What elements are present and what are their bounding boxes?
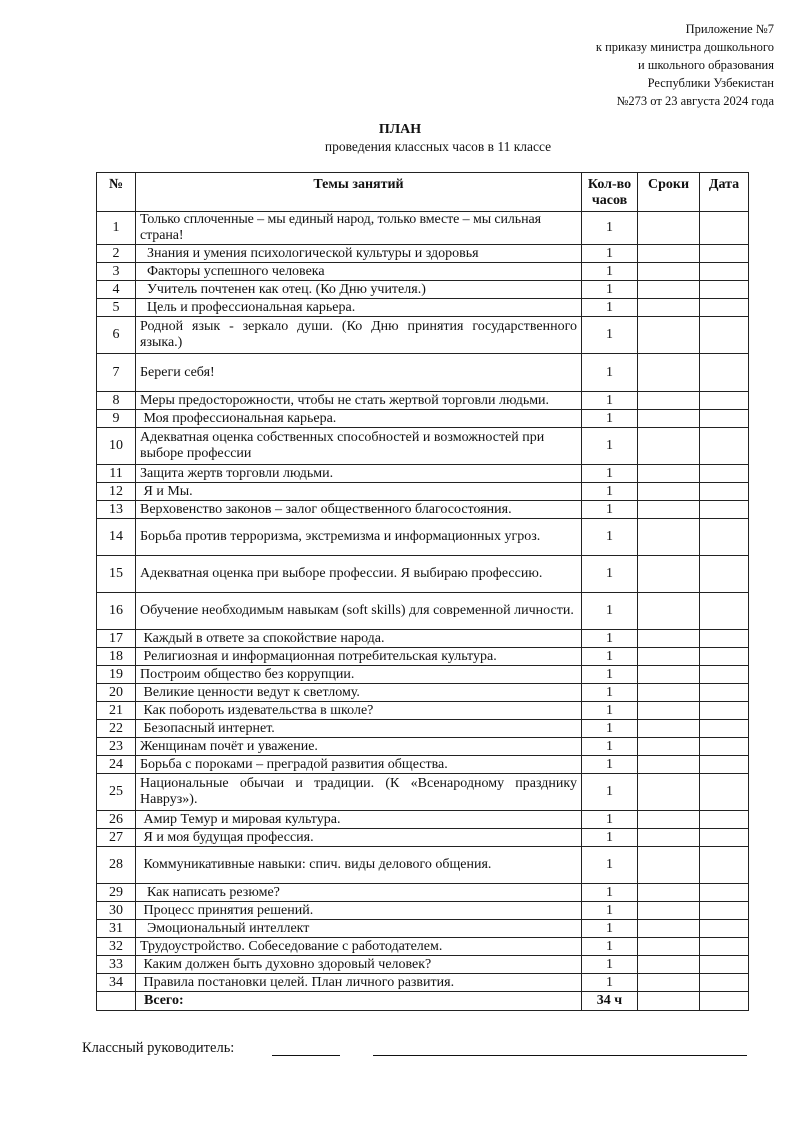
row-number: 1 [97, 212, 136, 245]
row-number: 12 [97, 483, 136, 501]
table-row [97, 684, 749, 702]
row-topic: Безопасный интернет. [136, 720, 582, 738]
row-topic: Как побороть издевательства в школе? [136, 702, 582, 720]
class-teacher-label: Классный руководитель: [82, 1040, 235, 1056]
name-line [373, 1055, 747, 1056]
table-row [97, 465, 749, 483]
row-terms-cell [638, 938, 700, 956]
row-date-cell [700, 956, 749, 974]
row-date-cell [700, 811, 749, 829]
table-row [97, 902, 749, 920]
row-number: 32 [97, 938, 136, 956]
row-date-cell [700, 774, 749, 811]
row-hours: 1 [582, 212, 638, 245]
row-terms-cell [638, 684, 700, 702]
row-hours: 1 [582, 666, 638, 684]
table-body [97, 212, 749, 1011]
row-terms-cell [638, 483, 700, 501]
row-hours: 1 [582, 245, 638, 263]
row-topic: Национальные обычаи и традиции. (К «Всенародному празднику Навруз»). [136, 774, 582, 811]
row-number: 4 [97, 281, 136, 299]
row-hours: 1 [582, 702, 638, 720]
row-topic: Борьба с пороками – преградой развития общества. [136, 756, 582, 774]
row-date-cell [700, 317, 749, 354]
row-date-cell [700, 738, 749, 756]
row-terms-cell [638, 263, 700, 281]
row-terms-cell [638, 974, 700, 992]
row-terms-cell [638, 410, 700, 428]
row-date-cell [700, 720, 749, 738]
table-row [97, 212, 749, 245]
row-number: 30 [97, 902, 136, 920]
row-terms-cell [638, 465, 700, 483]
row-date-cell [700, 428, 749, 465]
row-topic: Адекватная оценка собственных способностей и возможностей при выборе профессии [136, 428, 582, 465]
row-hours: 1 [582, 299, 638, 317]
row-number: 28 [97, 847, 136, 884]
row-topic: Верховенство законов – залог общественного благосостояния. [136, 501, 582, 519]
row-number: 24 [97, 756, 136, 774]
table-row [97, 648, 749, 666]
row-terms-cell [638, 428, 700, 465]
row-number: 19 [97, 666, 136, 684]
row-number: 7 [97, 354, 136, 392]
row-hours: 1 [582, 483, 638, 501]
row-terms-cell [638, 829, 700, 847]
table-row [97, 738, 749, 756]
row-date-cell [700, 902, 749, 920]
row-hours: 1 [582, 811, 638, 829]
row-terms-cell [638, 666, 700, 684]
row-topic: Меры предосторожности, чтобы не стать жертвой торговли людьми. [136, 392, 582, 410]
row-date-cell [700, 702, 749, 720]
row-date-cell [700, 519, 749, 556]
row-number: 6 [97, 317, 136, 354]
table-row [97, 956, 749, 974]
row-topic: Построим общество без коррупции. [136, 666, 582, 684]
row-date-cell [700, 299, 749, 317]
row-topic: Родной язык - зеркало души. (Ко Дню принятия государственного языка.) [136, 317, 582, 354]
row-date-cell [700, 354, 749, 392]
row-topic: Процесс принятия решений. [136, 902, 582, 920]
row-topic: Защита жертв торговли людьми. [136, 465, 582, 483]
row-terms-cell [638, 630, 700, 648]
col-header-hours: Кол-во часов [582, 173, 638, 212]
row-date-cell [700, 829, 749, 847]
row-date-cell [700, 410, 749, 428]
table-row [97, 519, 749, 556]
row-date-cell [700, 920, 749, 938]
row-date-cell [700, 245, 749, 263]
row-topic: Учитель почтенен как отец. (Ко Дню учителя.) [136, 281, 582, 299]
row-number: 29 [97, 884, 136, 902]
table-row [97, 428, 749, 465]
row-hours: 1 [582, 956, 638, 974]
table-row [97, 920, 749, 938]
total-row [97, 992, 749, 1011]
row-number: 22 [97, 720, 136, 738]
row-hours: 1 [582, 410, 638, 428]
row-hours: 1 [582, 920, 638, 938]
row-number: 16 [97, 593, 136, 630]
row-hours: 1 [582, 556, 638, 593]
row-hours: 1 [582, 774, 638, 811]
plan-table [96, 172, 749, 1011]
document-title: ПЛАН [378, 122, 422, 137]
row-terms-cell [638, 756, 700, 774]
table-row [97, 354, 749, 392]
row-number: 27 [97, 829, 136, 847]
row-date-cell [700, 666, 749, 684]
row-date-cell [700, 501, 749, 519]
row-terms-cell [638, 774, 700, 811]
row-number: 25 [97, 774, 136, 811]
row-topic: Каждый в ответе за спокойствие народа. [136, 630, 582, 648]
row-number: 8 [97, 392, 136, 410]
table-row [97, 829, 749, 847]
row-terms-cell [638, 847, 700, 884]
row-topic: Адекватная оценка при выборе профессии. Я выбираю профессию. [136, 556, 582, 593]
col-header-topic: Темы занятий [136, 173, 582, 212]
row-number: 11 [97, 465, 136, 483]
row-number: 3 [97, 263, 136, 281]
row-hours: 1 [582, 720, 638, 738]
col-header-number: № [97, 173, 136, 212]
row-terms-cell [638, 245, 700, 263]
col-header-terms: Сроки [638, 173, 700, 212]
row-terms-cell [638, 884, 700, 902]
table-row [97, 556, 749, 593]
row-date-cell [700, 884, 749, 902]
row-topic: Великие ценности ведут к светлому. [136, 684, 582, 702]
table-header-row [97, 173, 749, 212]
row-terms-cell [638, 317, 700, 354]
row-hours: 1 [582, 847, 638, 884]
row-topic: Борьба против терроризма, экстремизма и информационных угроз. [136, 519, 582, 556]
row-date-cell [700, 483, 749, 501]
row-date-cell [700, 630, 749, 648]
document-subtitle: проведения классных часов в 11 классе [324, 139, 552, 154]
table-row [97, 774, 749, 811]
row-date-cell [700, 684, 749, 702]
row-topic: Моя профессиональная карьера. [136, 410, 582, 428]
row-topic: Правила постановки целей. План личного развития. [136, 974, 582, 992]
row-hours: 1 [582, 354, 638, 392]
row-number: 13 [97, 501, 136, 519]
total-terms-cell [638, 992, 700, 1011]
row-number: 18 [97, 648, 136, 666]
row-topic: Женщинам почёт и уважение. [136, 738, 582, 756]
row-hours: 1 [582, 317, 638, 354]
row-number: 9 [97, 410, 136, 428]
row-number: 34 [97, 974, 136, 992]
table-row [97, 811, 749, 829]
row-terms-cell [638, 501, 700, 519]
row-date-cell [700, 556, 749, 593]
row-hours: 1 [582, 938, 638, 956]
row-number: 2 [97, 245, 136, 263]
row-topic: Как написать резюме? [136, 884, 582, 902]
table-row [97, 666, 749, 684]
row-hours: 1 [582, 684, 638, 702]
row-number: 14 [97, 519, 136, 556]
row-number: 5 [97, 299, 136, 317]
table-row [97, 938, 749, 956]
row-date-cell [700, 938, 749, 956]
table-row [97, 392, 749, 410]
header-line: к приказу министра дошкольного [595, 40, 774, 54]
row-terms-cell [638, 738, 700, 756]
row-hours: 1 [582, 974, 638, 992]
row-hours: 1 [582, 392, 638, 410]
row-topic: Факторы успешного человека [136, 263, 582, 281]
table-row [97, 483, 749, 501]
row-hours: 1 [582, 648, 638, 666]
row-hours: 1 [582, 630, 638, 648]
table-row [97, 884, 749, 902]
row-number: 23 [97, 738, 136, 756]
col-header-date: Дата [700, 173, 749, 212]
row-topic: Каким должен быть духовно здоровый человек? [136, 956, 582, 974]
row-date-cell [700, 593, 749, 630]
row-number: 17 [97, 630, 136, 648]
row-topic: Только сплоченные – мы единый народ, только вместе – мы сильная страна! [136, 212, 582, 245]
header-line: №273 от 23 августа 2024 года [616, 94, 774, 108]
row-date-cell [700, 974, 749, 992]
signature-line [272, 1055, 340, 1056]
table-row [97, 630, 749, 648]
row-terms-cell [638, 956, 700, 974]
total-date-cell [700, 992, 749, 1011]
table-row [97, 756, 749, 774]
table-row [97, 281, 749, 299]
row-date-cell [700, 847, 749, 884]
row-topic: Амир Темур и мировая культура. [136, 811, 582, 829]
row-terms-cell [638, 519, 700, 556]
row-terms-cell [638, 392, 700, 410]
header-line: Республики Узбекистан [647, 76, 774, 90]
table-row [97, 317, 749, 354]
row-terms-cell [638, 720, 700, 738]
row-topic: Знания и умения психологической культуры и здоровья [136, 245, 582, 263]
total-hours: 34 ч [582, 992, 638, 1011]
row-hours: 1 [582, 884, 638, 902]
row-terms-cell [638, 556, 700, 593]
row-hours: 1 [582, 263, 638, 281]
row-hours: 1 [582, 465, 638, 483]
row-date-cell [700, 263, 749, 281]
row-number: 31 [97, 920, 136, 938]
row-terms-cell [638, 648, 700, 666]
row-terms-cell [638, 354, 700, 392]
row-topic: Я и моя будущая профессия. [136, 829, 582, 847]
row-number: 10 [97, 428, 136, 465]
row-hours: 1 [582, 281, 638, 299]
total-label: Всего: [136, 992, 582, 1011]
row-date-cell [700, 465, 749, 483]
row-hours: 1 [582, 593, 638, 630]
row-terms-cell [638, 902, 700, 920]
row-terms-cell [638, 281, 700, 299]
order-reference [554, 20, 774, 110]
header-line: Приложение №7 [685, 22, 774, 36]
row-topic: Цель и профессиональная карьера. [136, 299, 582, 317]
table-row [97, 410, 749, 428]
row-topic: Трудоустройство. Собеседование с работодателем. [136, 938, 582, 956]
row-hours: 1 [582, 738, 638, 756]
row-terms-cell [638, 811, 700, 829]
row-topic: Я и Мы. [136, 483, 582, 501]
row-hours: 1 [582, 902, 638, 920]
table-row [97, 263, 749, 281]
table-row [97, 702, 749, 720]
row-topic: Религиозная и информационная потребительская культура. [136, 648, 582, 666]
row-date-cell [700, 756, 749, 774]
row-number: 15 [97, 556, 136, 593]
row-date-cell [700, 392, 749, 410]
row-topic: Эмоциональный интеллект [136, 920, 582, 938]
row-terms-cell [638, 702, 700, 720]
table-row [97, 299, 749, 317]
row-topic: Коммуникативные навыки: спич. виды делового общения. [136, 847, 582, 884]
row-date-cell [700, 281, 749, 299]
row-terms-cell [638, 299, 700, 317]
row-number: 26 [97, 811, 136, 829]
row-date-cell [700, 212, 749, 245]
row-topic: Обучение необходимым навыкам (soft skills) для современной личности. [136, 593, 582, 630]
row-number: 33 [97, 956, 136, 974]
row-hours: 1 [582, 519, 638, 556]
row-number: 21 [97, 702, 136, 720]
row-terms-cell [638, 920, 700, 938]
header-line: и школьного образования [638, 58, 774, 72]
row-terms-cell [638, 212, 700, 245]
row-hours: 1 [582, 501, 638, 519]
row-date-cell [700, 648, 749, 666]
row-topic: Береги себя! [136, 354, 582, 392]
table-row [97, 245, 749, 263]
total-empty-cell [97, 992, 136, 1011]
table-row [97, 974, 749, 992]
row-hours: 1 [582, 428, 638, 465]
row-terms-cell [638, 593, 700, 630]
row-hours: 1 [582, 756, 638, 774]
table-row [97, 501, 749, 519]
row-number: 20 [97, 684, 136, 702]
table-row [97, 593, 749, 630]
row-hours: 1 [582, 829, 638, 847]
table-row [97, 847, 749, 884]
table-row [97, 720, 749, 738]
